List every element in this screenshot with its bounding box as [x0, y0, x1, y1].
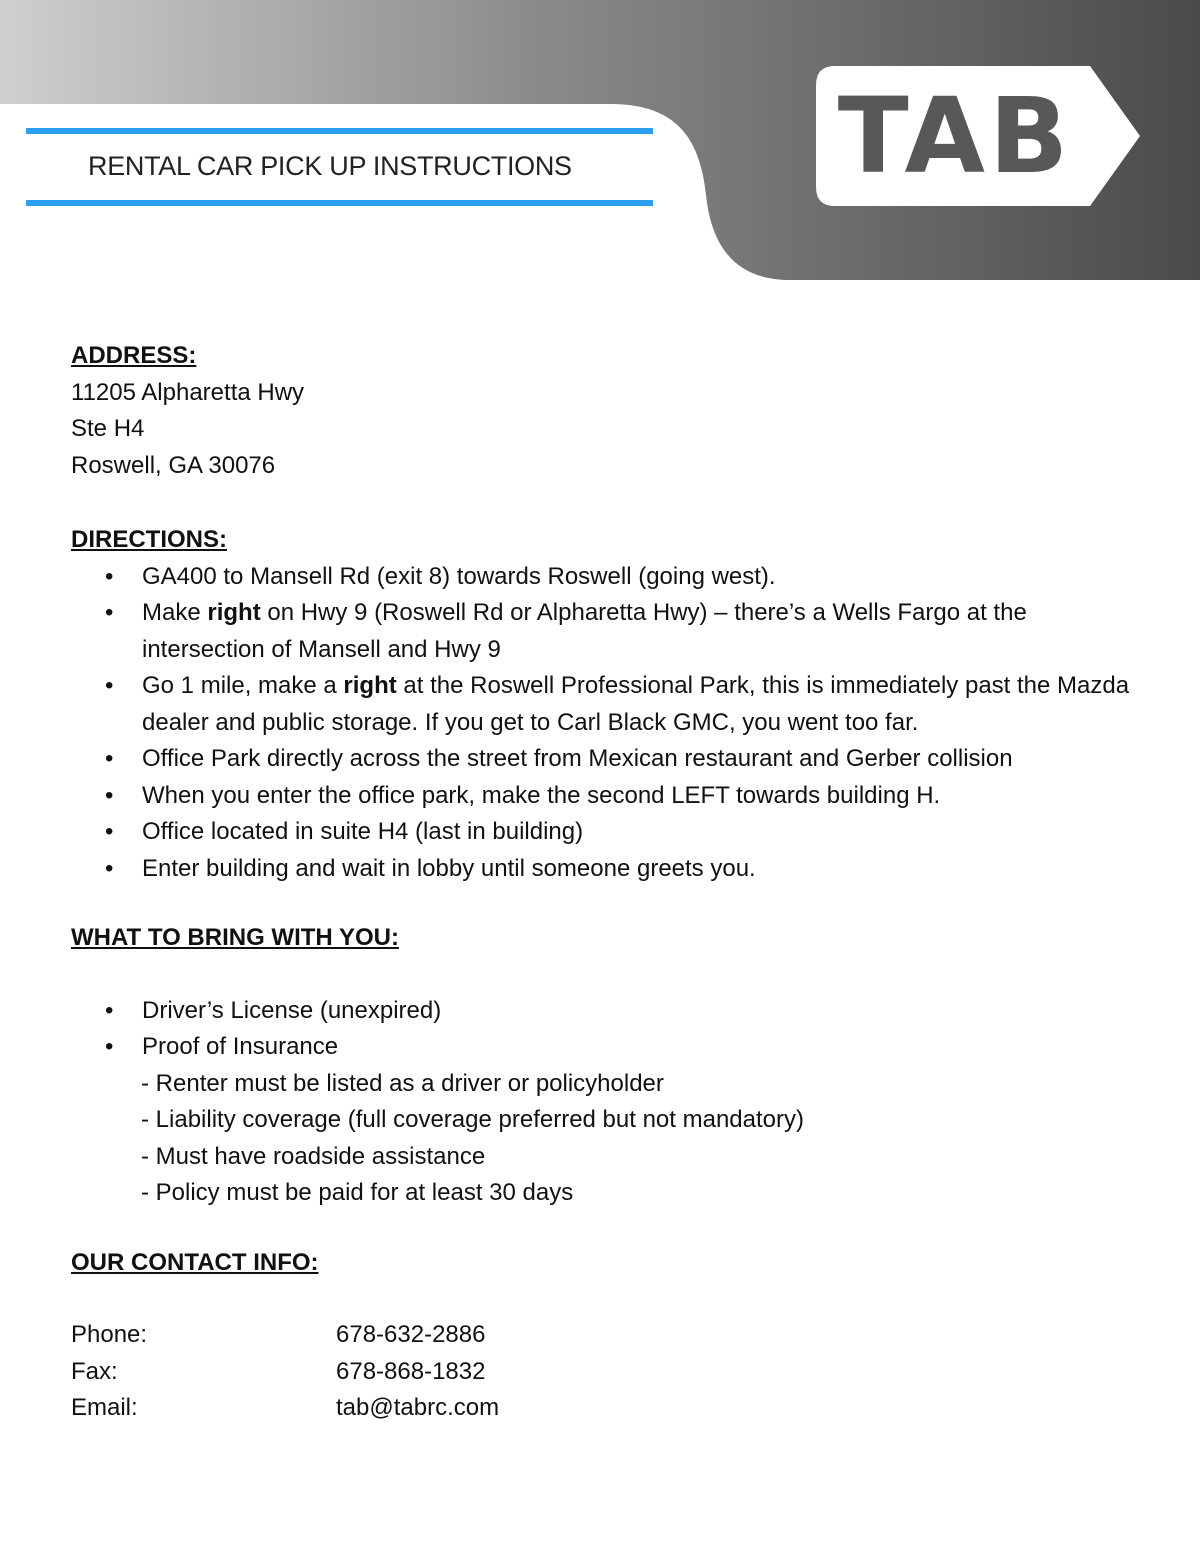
insurance-requirement: - Renter must be listed as a driver or policyholder: [141, 1069, 664, 1097]
phone-value[interactable]: 678-632-2886: [336, 1321, 486, 1348]
contact-label: Fax:: [71, 1357, 118, 1385]
spacer: [71, 484, 1151, 522]
insurance-requirement: - Policy must be paid for at least 30 days: [141, 1179, 574, 1206]
title-rule-top: [26, 128, 653, 134]
address-line: Roswell, GA 30076: [71, 451, 276, 479]
list-item: • Office Park directly across the street from Mexican restaurant and Gerber collision: [71, 741, 1151, 778]
list-item: • Driver’s License (unexpired): [71, 993, 1151, 1030]
title-rule-bottom: [26, 200, 653, 206]
contact-row-fax: [71, 1354, 1151, 1391]
contact-heading: OUR CONTACT INFO:: [71, 1248, 319, 1276]
document-body: [71, 338, 1151, 1427]
address-section: [71, 338, 1151, 484]
contact-section: [71, 1245, 1151, 1427]
contact-label: Email:: [71, 1394, 138, 1421]
directions-heading: DIRECTIONS:: [71, 526, 227, 553]
address-line: 11205 Alpharetta Hwy: [71, 378, 305, 406]
list-item: • Office located in suite H4 (last in building): [71, 814, 1151, 851]
contact-row-email: [71, 1390, 1151, 1427]
spacer: [71, 1281, 1151, 1317]
spacer: [71, 957, 1151, 993]
address-heading: ADDRESS:: [71, 342, 197, 369]
bring-section: [71, 920, 1151, 1212]
list-item: • When you enter the office park, make the second LEFT towards building H.: [71, 778, 1151, 815]
list-item: • Make right on Hwy 9 (Roswell Rd or Alpharetta Hwy) – there’s a Wells Fargo at the intersection of Mansell and Hwy 9: [71, 595, 1151, 668]
bring-heading: WHAT TO BRING WITH YOU:: [71, 924, 399, 951]
spacer: [71, 887, 1151, 920]
list-item: • Proof of Insurance: [71, 1029, 1151, 1066]
insurance-requirement: - Liability coverage (full coverage preferred but not mandatory): [141, 1106, 804, 1133]
directions-section: [71, 522, 1151, 887]
address-line: Ste H4: [71, 415, 145, 442]
list-item: • GA400 to Mansell Rd (exit 8) towards Roswell (going west).: [71, 559, 1151, 596]
insurance-requirement: - Must have roadside assistance: [141, 1142, 486, 1170]
page-title: RENTAL CAR PICK UP INSTRUCTIONS: [88, 151, 572, 181]
spacer: [71, 1212, 1151, 1245]
contact-label: Phone:: [71, 1321, 148, 1348]
fax-value: 678-868-1832: [336, 1357, 486, 1385]
bring-list: [71, 993, 1151, 1066]
list-item: • Go 1 mile, make a right at the Roswell Professional Park, this is immediately past the Mazda dealer and public storage. If you get to Carl Black GMC, you went too far.: [71, 668, 1151, 741]
email-value[interactable]: tab@tabrc.com: [336, 1394, 500, 1421]
brand-logo: TAB: [837, 75, 1073, 197]
list-item: • Enter building and wait in lobby until someone greets you.: [71, 851, 1151, 888]
directions-list: [71, 559, 1151, 888]
contact-row-phone: [71, 1317, 1151, 1354]
